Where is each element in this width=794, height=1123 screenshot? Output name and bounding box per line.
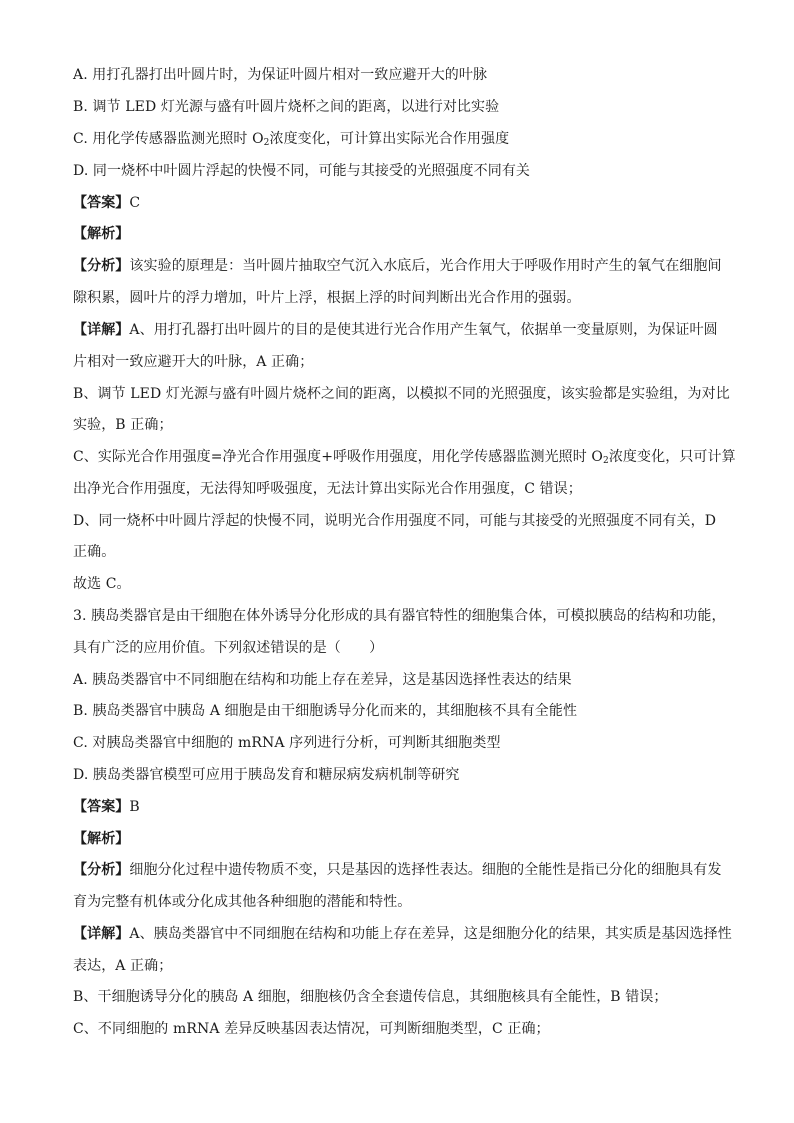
xiangjie-c-text-end: 浓度变化，只可计算	[608, 449, 736, 465]
q2-option-c-text-end: 浓度变化，可计算出实际光合作用强度	[269, 131, 510, 147]
fenxi-text: 细胞分化过程中遗传物质不变，只是基因的选择性表达。细胞的全能性是指已分化的细胞具有发	[129, 862, 722, 878]
q3-analysis-heading: 【解析】	[73, 831, 130, 847]
answer-tag: 【答案】	[73, 195, 130, 211]
q3-option-c: C. 对胰岛类器官中细胞的 mRNA 序列进行分析，可判断其细胞类型	[73, 735, 501, 751]
q3-xiangjie-a1	[73, 924, 733, 944]
q3-answer	[73, 797, 733, 817]
q2-xiangjie-b1: B、调节 LED 灯光源与盛有叶圆片烧杯之间的距离，以模拟不同的光照强度，该实验都是实验组，为对比	[73, 386, 730, 402]
subscript: 2	[603, 456, 609, 466]
fenxi-tag: 【分析】	[73, 258, 130, 274]
q3-xiangjie-c1: C、不同细胞的 mRNA 差异反映基因表达情况，可判断细胞类型，C 正确；	[73, 1021, 550, 1037]
xiangjie-text: A、用打孔器打出叶圆片的目的是使其进行光合作用产生氧气，依据单一变量原则，为保证叶圆	[129, 322, 718, 338]
q2-xiangjie-c1	[73, 447, 736, 467]
q3-fenxi-line2: 育为完整有机体或分化成其他各种细胞的潜能和特性。	[73, 894, 412, 910]
q2-xiangjie-b2: 实验，B 正确；	[73, 417, 173, 433]
q2-option-c-text: C. 用化学传感器监测光照时 O	[73, 131, 264, 147]
q3-xiangjie-a2: 表达，A 正确；	[73, 958, 173, 974]
q2-fenxi-line1	[73, 256, 733, 276]
q3-xiangjie-b1: B、干细胞诱导分化的胰岛 A 细胞，细胞核仍含全套遗传信息，其细胞核具有全能性，B 错误；	[73, 989, 668, 1005]
q2-fenxi-line2: 隙积累，圆叶片的浮力增加，叶片上浮，根据上浮的时间判断出光合作用的强弱。	[73, 290, 581, 306]
fenxi-tag: 【分析】	[73, 862, 130, 878]
fenxi-text: 该实验的原理是：当叶圆片抽取空气沉入水底后，光合作用大于呼吸作用时产生的氧气在细胞间	[129, 258, 722, 274]
q3-option-a: A. 胰岛类器官中不同细胞在结构和功能上存在差异，这是基因选择性表达的结果	[73, 672, 572, 688]
subscript: 2	[263, 138, 270, 148]
q3-fenxi-line1	[73, 860, 733, 880]
q2-option-a: A. 用打孔器打出叶圆片时，为保证叶圆片相对一致应避开大的叶脉	[73, 67, 488, 83]
xiangjie-tag: 【详解】	[73, 322, 130, 338]
q2-analysis-heading: 【解析】	[73, 226, 130, 242]
answer-tag: 【答案】	[73, 799, 130, 815]
q2-conclusion: 故选 C。	[73, 576, 131, 592]
q3-option-b: B. 胰岛类器官中胰岛 A 细胞是由干细胞诱导分化而来的，其细胞核不具有全能性	[73, 703, 578, 719]
q2-xiangjie-a2: 片相对一致应避开大的叶脉，A 正确；	[73, 354, 314, 370]
q3-option-d: D. 胰岛类器官模型可应用于胰岛发育和糖尿病发病机制等研究	[73, 767, 460, 783]
q2-xiangjie-c2: 出净光合作用强度，无法得知呼吸强度，无法计算出实际光合作用强度，C 错误；	[73, 481, 582, 497]
q2-answer	[73, 193, 733, 213]
q2-option-d: D. 同一烧杯中叶圆片浮起的快慢不同，可能与其接受的光照强度不同有关	[73, 163, 531, 179]
xiangjie-tag: 【详解】	[73, 926, 130, 942]
answer-value: C	[129, 195, 141, 211]
q3-stem-line2: 具有广泛的应用价值。下列叙述错误的是（ ）	[73, 640, 384, 656]
q2-xiangjie-d2: 正确。	[73, 544, 116, 560]
q2-xiangjie-a1	[73, 320, 733, 340]
xiangjie-c-text: C、实际光合作用强度=净光合作用强度+呼吸作用强度，用化学传感器监测光照时 O	[73, 449, 603, 465]
answer-value: B	[129, 799, 140, 815]
q3-stem-line1: 3. 胰岛类器官是由干细胞在体外诱导分化形成的具有器官特性的细胞集合体，可模拟胰岛的结构和功能，	[73, 608, 726, 624]
xiangjie-text: A、胰岛类器官中不同细胞在结构和功能上存在差异，这是细胞分化的结果，其实质是基因选择性	[129, 926, 732, 942]
q2-option-b: B. 调节 LED 灯光源与盛有叶圆片烧杯之间的距离，以进行对比实验	[73, 99, 500, 115]
q2-option-c	[73, 129, 733, 149]
q2-xiangjie-d1: D、同一烧杯中叶圆片浮起的快慢不同，说明光合作用强度不同，可能与其接受的光照强度不同有关，D	[73, 513, 717, 529]
